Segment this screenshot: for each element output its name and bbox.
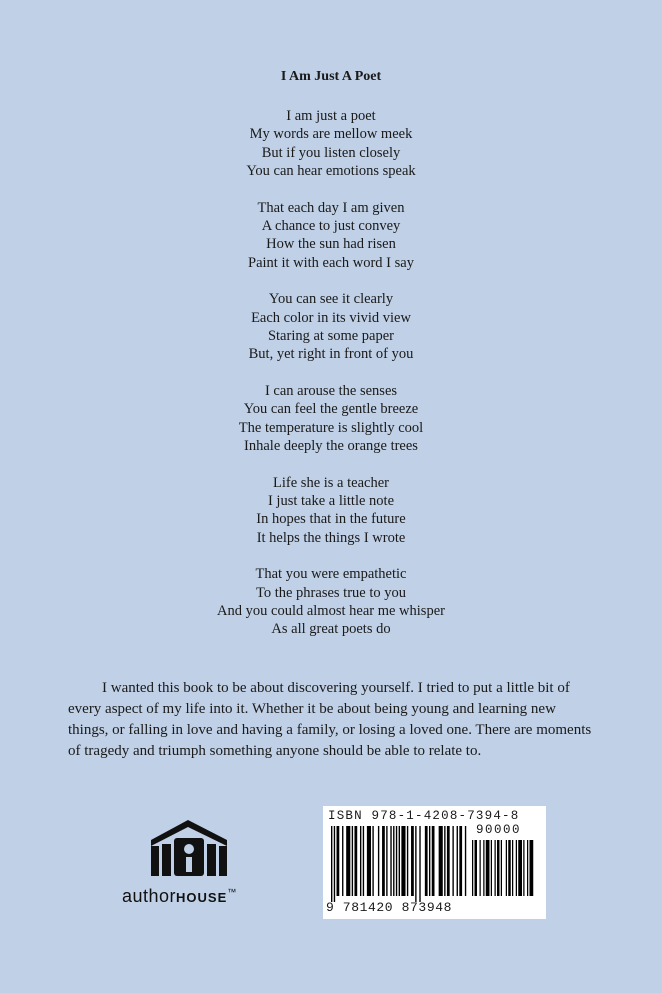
poem-line: You can see it clearly bbox=[268, 291, 394, 308]
poem-line: I am just a poet bbox=[286, 108, 376, 124]
poem-line: You can hear emotions speak bbox=[246, 162, 416, 179]
barcode-bar bbox=[518, 840, 522, 896]
barcode-bar bbox=[512, 840, 513, 896]
barcode-bar bbox=[444, 826, 445, 896]
barcode-bar bbox=[360, 826, 361, 896]
barcode-bar bbox=[378, 826, 379, 896]
barcode-bar bbox=[342, 826, 343, 896]
poem-line: The temperature is slightly cool bbox=[238, 419, 424, 436]
barcode-bar bbox=[523, 840, 524, 896]
barcode-bar bbox=[516, 840, 517, 896]
barcode-bar bbox=[457, 826, 458, 896]
barcode-bar bbox=[346, 826, 350, 896]
poem-line: In hopes that in the future bbox=[256, 511, 406, 528]
poem-line: I can arouse the senses bbox=[264, 383, 398, 400]
barcode-bar bbox=[452, 826, 453, 896]
poem-stanza bbox=[0, 382, 662, 455]
poem-line: That you were empathetic bbox=[255, 566, 407, 583]
poem-title: I Am Just A Poet bbox=[280, 69, 382, 84]
poem-line: Each color in its vivid view bbox=[251, 309, 411, 326]
poem-line: Inhale deeply the orange trees bbox=[244, 437, 418, 454]
authorhouse-logo-icon bbox=[148, 816, 230, 882]
price-barcode-bars bbox=[472, 840, 536, 902]
poem-stanza bbox=[0, 290, 662, 363]
poem-line: And you could almost hear me whisper bbox=[217, 603, 445, 620]
poem-body bbox=[0, 107, 662, 657]
barcode-bar bbox=[386, 826, 387, 896]
barcode-bar bbox=[363, 826, 364, 896]
barcode-bar bbox=[396, 826, 397, 896]
publisher-name-part1: author bbox=[122, 886, 177, 906]
isbn-barcode bbox=[323, 806, 546, 919]
barcode-bar bbox=[337, 826, 340, 896]
barcode-bar bbox=[401, 826, 405, 896]
poem-line: That each day I am given bbox=[257, 199, 405, 216]
barcode-bar bbox=[425, 826, 428, 896]
ean-barcode-bars bbox=[331, 826, 467, 902]
barcode-bar bbox=[439, 826, 443, 896]
barcode-bar bbox=[480, 840, 481, 896]
trademark-symbol: ™ bbox=[227, 887, 237, 897]
publisher-name bbox=[122, 886, 237, 907]
barcode-bar bbox=[486, 840, 490, 896]
barcode-bar bbox=[407, 826, 408, 896]
barcode-bar bbox=[459, 826, 462, 896]
poem-line: Paint it with each word I say bbox=[248, 254, 414, 271]
poem-line: But if you listen closely bbox=[261, 144, 401, 161]
barcode-bar bbox=[390, 826, 391, 896]
barcode-bar bbox=[506, 840, 507, 896]
barcode-bar bbox=[527, 840, 528, 896]
barcode-bar bbox=[447, 826, 450, 896]
barcode-bar bbox=[334, 826, 335, 902]
barcode-bar bbox=[508, 840, 511, 896]
barcode-bar bbox=[415, 826, 416, 902]
barcode-bar bbox=[432, 826, 435, 896]
poem-line: As all great poets do bbox=[271, 621, 391, 638]
barcode-bar bbox=[411, 826, 414, 896]
barcode-bar bbox=[419, 826, 420, 902]
poem-line: You can feel the gentle breeze bbox=[243, 401, 419, 418]
barcode-bar bbox=[382, 826, 385, 896]
publisher-logo bbox=[120, 816, 270, 916]
barcode-bar bbox=[331, 826, 332, 902]
barcode-bar bbox=[497, 840, 500, 896]
poem-stanza bbox=[0, 107, 662, 180]
barcode-bar bbox=[483, 840, 484, 896]
poem-line: I just take a little note bbox=[267, 493, 395, 510]
poem-line: To the phrases true to you bbox=[256, 584, 406, 601]
barcode-bar bbox=[352, 826, 353, 896]
barcode-bar bbox=[393, 826, 394, 896]
barcode-bar bbox=[491, 840, 492, 896]
barcode-bar bbox=[399, 826, 400, 896]
poem-line: Staring at some paper bbox=[267, 327, 395, 344]
isbn-number: ISBN 978-1-4208-7394-8 bbox=[328, 809, 520, 823]
barcode-bar bbox=[475, 840, 478, 896]
poem-line: My words are mellow meek bbox=[249, 126, 413, 143]
price-code: 90000 bbox=[476, 823, 522, 837]
poem-line: Life she is a teacher bbox=[273, 474, 389, 491]
poem-line: How the sun had risen bbox=[266, 236, 396, 253]
poem-line: A chance to just convey bbox=[261, 217, 401, 234]
barcode-bar bbox=[495, 840, 496, 896]
poem-line: But, yet right in front of you bbox=[248, 346, 414, 363]
barcode-bar bbox=[501, 840, 502, 896]
poem-stanza bbox=[0, 565, 662, 638]
back-cover-blurb: I wanted this book to be about discovering yourself. I tried to put a little bit of every aspect of my life into it. Whether it be about being young and learning new things, or falling in love and having a family, or losing a loved one. There are moments of tragedy and triumph something anyone should be able to relate to. bbox=[68, 680, 592, 759]
barcode-bar bbox=[372, 826, 373, 896]
poem-line: It helps the things I wrote bbox=[256, 529, 406, 546]
barcode-bar bbox=[472, 840, 473, 896]
barcode-bar bbox=[530, 840, 534, 896]
barcode-bar bbox=[354, 826, 357, 896]
barcode-bar bbox=[367, 826, 371, 896]
poem-stanza bbox=[0, 199, 662, 272]
poem-stanza bbox=[0, 474, 662, 547]
ean-digits: 9 781420 873948 bbox=[326, 900, 453, 915]
publisher-name-part2: HOUSE bbox=[176, 890, 228, 905]
barcode-bar bbox=[429, 826, 430, 896]
barcode-bar bbox=[465, 826, 466, 896]
